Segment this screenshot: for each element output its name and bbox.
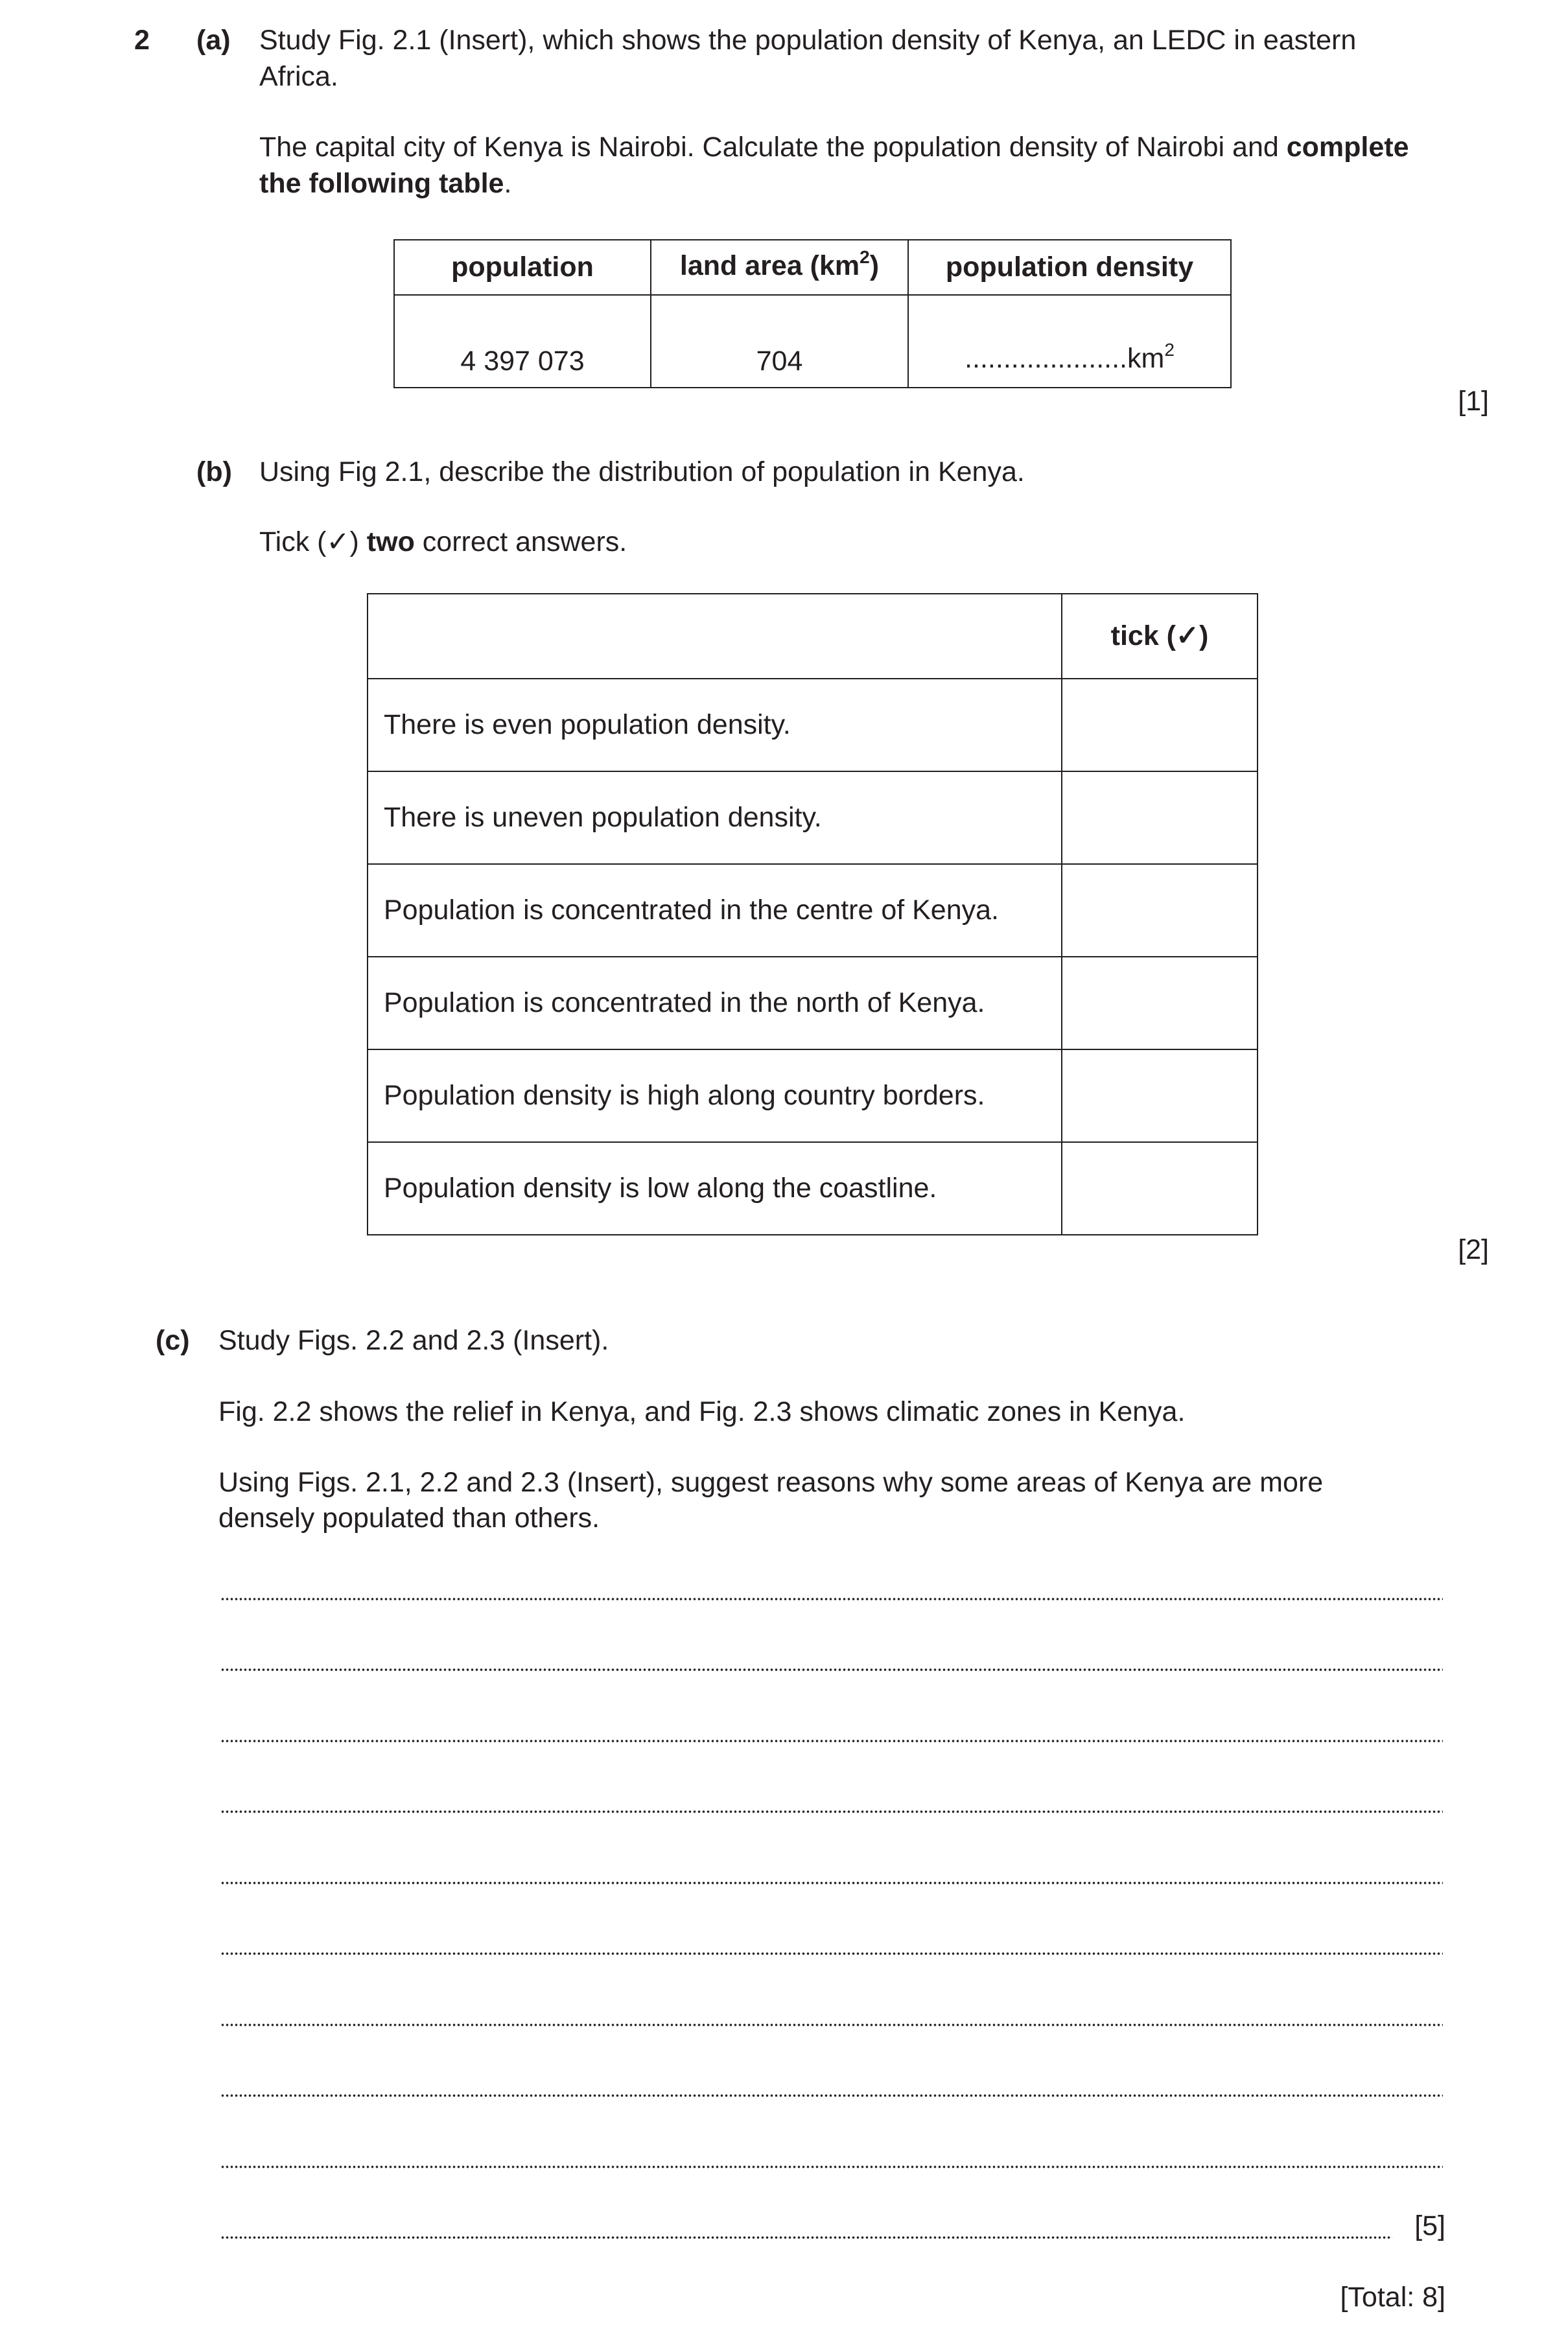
- part-b-instruction: Tick (✓) two correct answers.: [259, 526, 627, 557]
- part-a-instruction-line2: the following table.: [259, 168, 512, 199]
- part-c-marks: [5]: [1414, 2210, 1445, 2241]
- header-population-density: population density: [908, 240, 1231, 295]
- part-b-label: (b): [196, 456, 232, 487]
- part-a-marks: [1]: [1458, 386, 1489, 417]
- answer-line[interactable]: [220, 1740, 1443, 1742]
- question-number: 2: [134, 25, 150, 56]
- part-a-instruction-line1: The capital city of Kenya is Nairobi. Calculate the population density of Nairobi and complete: [259, 132, 1409, 163]
- statement: Population density is low along the coastline.: [368, 1142, 1062, 1235]
- statement: Population density is high along country borders.: [368, 1049, 1062, 1142]
- tick-box[interactable]: [1062, 864, 1258, 957]
- tick-box[interactable]: [1062, 679, 1258, 771]
- statement: There is even population density.: [368, 679, 1062, 771]
- statement: Population is concentrated in the centre of Kenya.: [368, 864, 1062, 957]
- total-marks: [Total: 8]: [1340, 2282, 1445, 2313]
- part-a-label: (a): [196, 25, 231, 56]
- answer-line[interactable]: [220, 2024, 1443, 2026]
- tick-box[interactable]: [1062, 1142, 1258, 1235]
- part-b-marks: [2]: [1458, 1234, 1489, 1265]
- answer-line[interactable]: [220, 2094, 1443, 2097]
- tick-table: [367, 593, 1258, 1235]
- tick-table-corner: [368, 594, 1062, 679]
- header-population: population: [394, 240, 651, 295]
- answer-line[interactable]: [220, 1882, 1443, 1884]
- cell-land-area: 704: [651, 295, 908, 388]
- tick-box[interactable]: [1062, 1049, 1258, 1142]
- answer-line[interactable]: [220, 1598, 1443, 1600]
- statement: There is uneven population density.: [368, 771, 1062, 864]
- part-c-label: (c): [156, 1325, 190, 1356]
- tick-box[interactable]: [1062, 771, 1258, 864]
- tick-header: tick (✓): [1062, 594, 1258, 679]
- answer-line[interactable]: [220, 1952, 1443, 1955]
- part-c-line2: Fig. 2.2 shows the relief in Kenya, and Fig. 2.3 shows climatic zones in Kenya.: [218, 1396, 1186, 1427]
- part-a-intro-line1: Study Fig. 2.1 (Insert), which shows the population density of Kenya, an LEDC in eastern: [259, 25, 1357, 56]
- part-a-intro-line2: Africa.: [259, 61, 338, 92]
- statement: Population is concentrated in the north of Kenya.: [368, 957, 1062, 1049]
- tick-box[interactable]: [1062, 957, 1258, 1049]
- answer-line[interactable]: [220, 2166, 1443, 2168]
- answer-line[interactable]: [220, 1810, 1443, 1813]
- cell-population: 4 397 073: [394, 295, 651, 388]
- answer-line[interactable]: [220, 2236, 1392, 2239]
- answer-line[interactable]: [220, 1668, 1443, 1671]
- header-land-area: land area $(km^2)$: [651, 240, 908, 295]
- population-table: [393, 239, 1232, 388]
- part-b-prompt: Using Fig 2.1, describe the distribution of population in Kenya.: [259, 456, 1025, 487]
- cell-density-answer[interactable]: $.....................km^2$: [908, 295, 1231, 388]
- part-c-line1: Study Figs. 2.2 and 2.3 (Insert).: [218, 1325, 609, 1356]
- part-c-line3a: Using Figs. 2.1, 2.2 and 2.3 (Insert), suggest reasons why some areas of Kenya are more: [218, 1467, 1324, 1498]
- part-c-line3b: densely populated than others.: [218, 1503, 600, 1534]
